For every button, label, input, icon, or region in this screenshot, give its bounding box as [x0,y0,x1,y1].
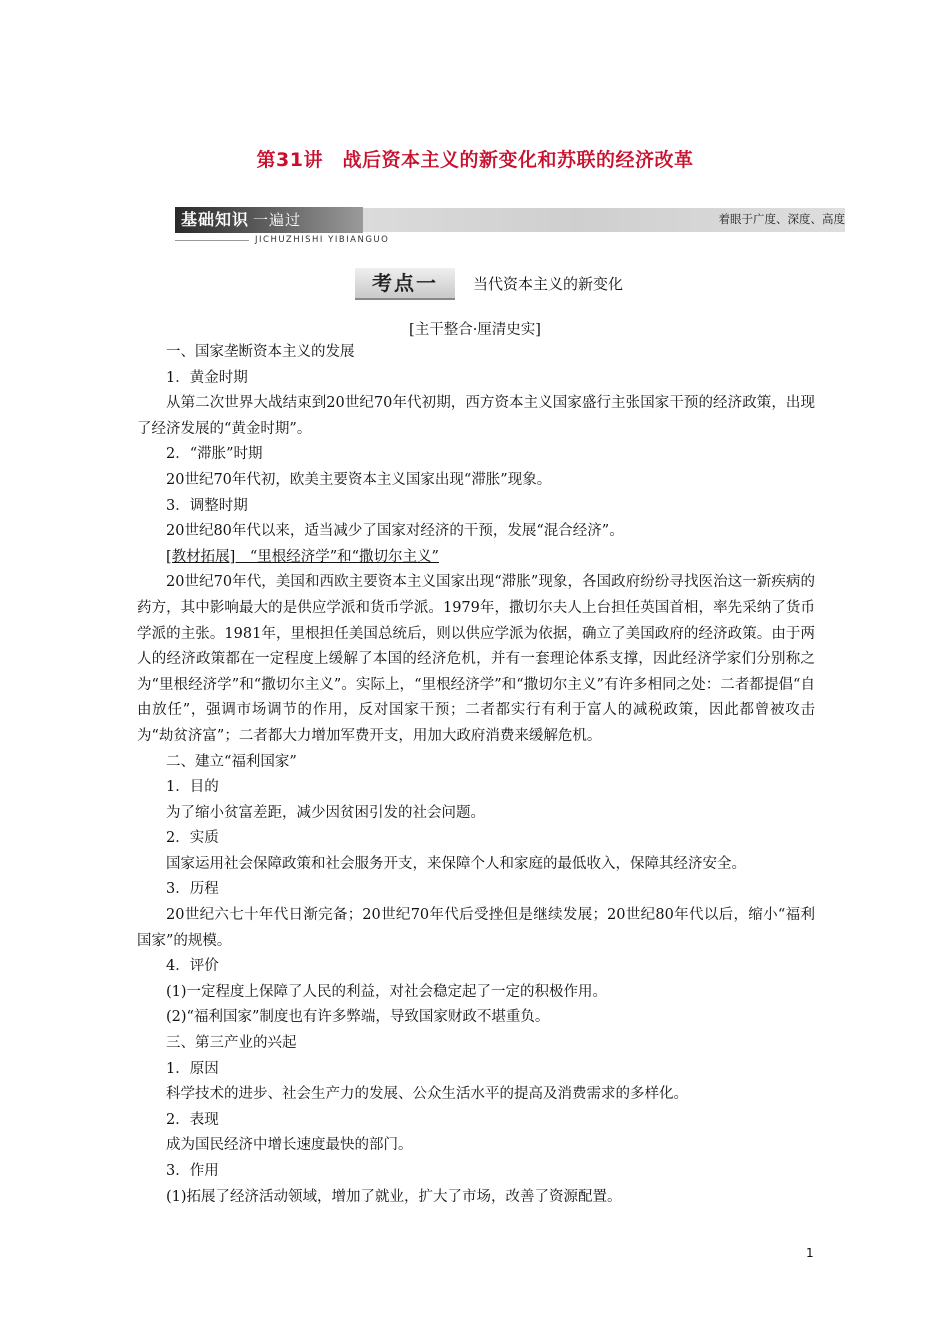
page-number: 1 [806,1246,814,1260]
paragraph: (1)一定程度上保障了人民的利益，对社会稳定起了一定的积极作用。 [166,983,608,1000]
page-title: 第31讲 战后资本主义的新变化和苏联的经济改革 [256,149,694,171]
paragraph-subheading: 3．调整时期 [166,497,248,514]
banner-divider [175,240,249,241]
sub-heading: [主干整合·厘清史实] [409,322,541,338]
paragraph-subheading: 1．黄金时期 [166,369,248,386]
paragraph-subheading: 2．“滞胀”时期 [166,446,263,463]
section-banner [175,207,845,247]
paragraph: 20世纪70年代，美国和西欧主要资本主义国家出现“滞胀”现象，各国政府纷纷寻找医治这一新疾病的药方，其中影响最大的是供应学派和货币学派。1979年，撒切尔夫人上台担任英国首相，率先采纳了货币学派的主张。1981年，里根担任美国总统后，则以供应学派为依据，确立了美国政府的经济政策。由于两人的经济政策都在一定程度上缓解了本国的经济危机，并有一套理论体系支撑，因此经济学家们分别称之为“里根经济学”和“撒切尔主义”。实际上，“里根经济学”和“撒切尔主义”有许多相同之处：二者都提倡“自由放任”，强调市场调节的作用，反对国家干预；二者都实行有利于富人的减税政策，因此都曾被攻击为“劫贫济富”；二者都大力增加军费开支，用加大政府消费来缓解危机。 [137,574,815,744]
kaodian-text: 当代资本主义的新变化 [473,275,624,293]
paragraph-subheading: 3．作用 [166,1163,219,1179]
banner-tag [175,207,363,233]
banner-pinyin: JICHUZHISHI YIBIANGUO [255,235,390,245]
paragraph-subheading: 1．目的 [166,779,219,796]
paragraph-subheading: 2．表现 [166,1111,219,1128]
paragraph: 20世纪80年代以来，适当减少了国家对经济的干预，发展“混合经济”。 [166,523,624,540]
paragraph-heading: 二、建立“福利国家” [166,753,297,770]
kaodian-label: 考点一 [355,268,455,300]
paragraph: 国家运用社会保障政策和社会服务开支，来保障个人和家庭的最低收入，保障其经济安全。 [166,855,746,872]
paragraph-subheading: 1．原因 [166,1060,219,1077]
paragraph: 为了缩小贫富差距，减少因贫困引发的社会问题。 [166,804,485,821]
paragraph: 成为国民经济中增长速度最快的部门。 [166,1137,413,1154]
paragraph-subheading: 3．历程 [166,881,219,898]
body-content [137,340,815,1210]
banner-tag-main: 基础知识 [181,210,250,229]
paragraph: (1)拓展了经济活动领域，增加了就业，扩大了市场，改善了资源配置。 [166,1188,622,1205]
paragraph: 科学技术的进步、社会生产力的发展、公众生活水平的提高及消费需求的多样化。 [166,1086,688,1103]
paragraph-heading: 三、第三产业的兴起 [166,1035,297,1052]
textbook-extension-heading [137,545,815,571]
paragraph-heading: 一、国家垄断资本主义的发展 [166,344,355,360]
banner-right-text: 着眼于广度、深度、高度 [718,212,845,226]
textbook-extension-text: [教材拓展] “里根经济学”和“撒切尔主义” [166,548,439,565]
paragraph: 20世纪六七十年代日渐完备；20世纪70年代后受挫但是继续发展；20世纪80年代以后，缩小“福利国家”的规模。 [137,907,815,949]
paragraph: 从第二次世界大战结束到20世纪70年代初期，西方资本主义国家盛行主张国家干预的经济政策，出现了经济发展的“黄金时期”。 [137,395,815,437]
banner-tag-sub: 一遍过 [253,211,302,229]
paragraph-subheading: 2．实质 [166,830,219,847]
paragraph-subheading: 4．评价 [166,958,219,975]
paragraph: (2)“福利国家”制度也有许多弊端，导致国家财政不堪重负。 [166,1009,550,1026]
paragraph: 20世纪70年代初，欧美主要资本主义国家出现“滞胀”现象。 [166,471,552,488]
